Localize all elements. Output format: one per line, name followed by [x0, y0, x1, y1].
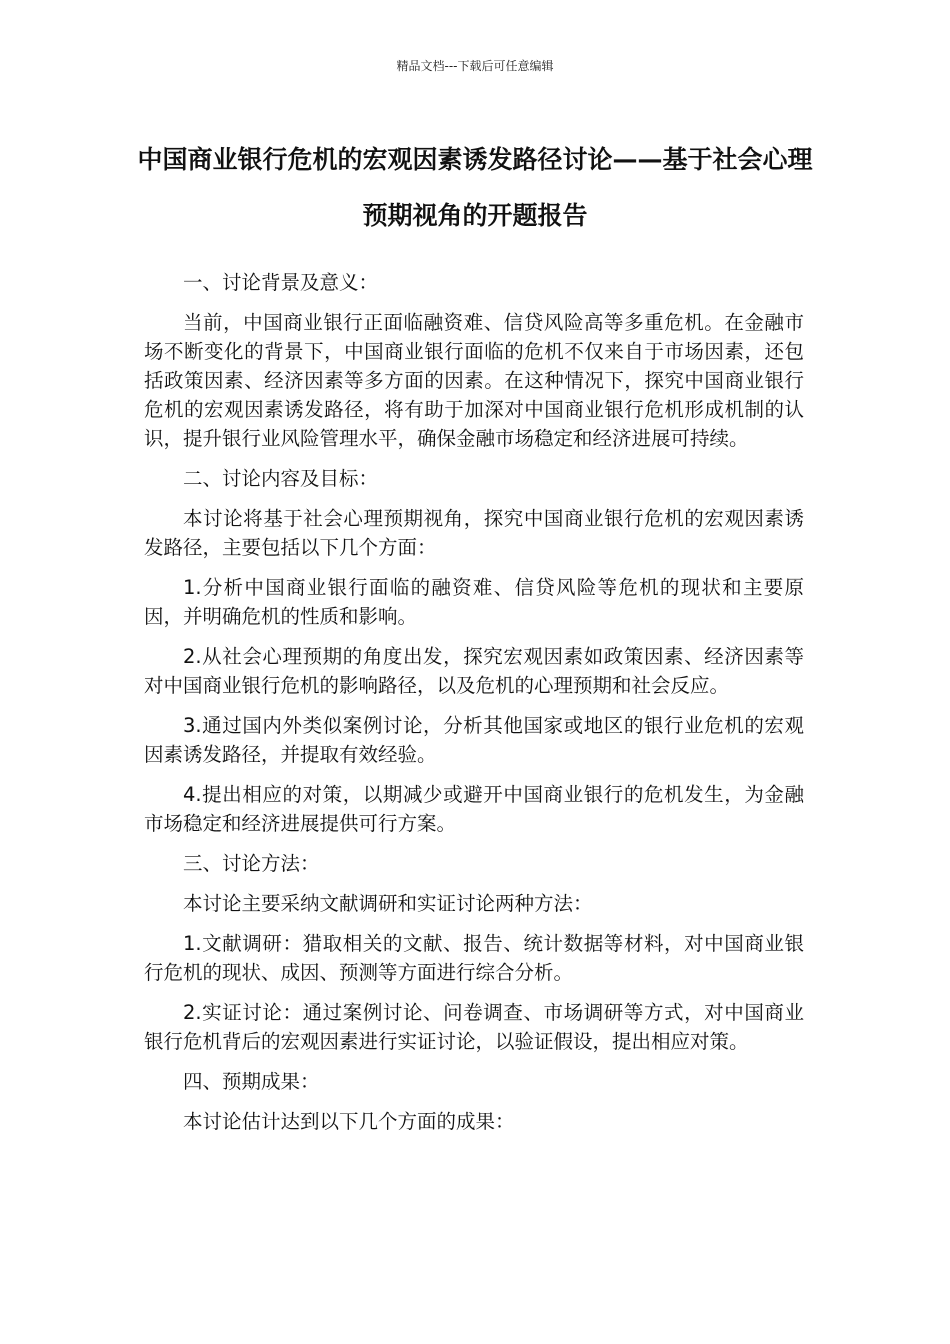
- document-body: [144, 268, 804, 1147]
- paragraph-methods-item-1: 1.文献调研：猎取相关的文献、报告、统计数据等材料，对中国商业银行危机的现状、成因、预测等方面进行综合分析。: [144, 932, 804, 984]
- section-heading-results: 四、预期成果：: [183, 1070, 320, 1093]
- paragraph-content-intro: 本讨论将基于社会心理预期视角，探究中国商业银行危机的宏观因素诱发路径，主要包括以下几个方面：: [144, 507, 804, 559]
- document-title: 中国商业银行危机的宏观因素诱发路径讨论——基于社会心理预期视角的开题报告: [137, 145, 813, 230]
- section-heading-background: 一、讨论背景及意义：: [183, 271, 379, 294]
- header-note: 精品文档---下载后可任意编辑: [396, 59, 554, 73]
- paragraph-results-intro: 本讨论估计达到以下几个方面的成果：: [183, 1110, 515, 1133]
- paragraph-methods-intro: 本讨论主要采纳文献调研和实证讨论两种方法：: [183, 892, 593, 915]
- section-heading-content-goals: 二、讨论内容及目标：: [183, 467, 379, 490]
- paragraph-methods-item-2: 2.实证讨论：通过案例讨论、问卷调查、市场调研等方式，对中国商业银行危机背后的宏观因素进行实证讨论，以验证假设，提出相应对策。: [144, 1001, 804, 1053]
- paragraph-content-item-4: 4.提出相应的对策，以期减少或避开中国商业银行的危机发生，为金融市场稳定和经济进展提供可行方案。: [144, 783, 804, 835]
- paragraph-background: 当前，中国商业银行正面临融资难、信贷风险高等多重危机。在金融市场不断变化的背景下，中国商业银行面临的危机不仅来自于市场因素，还包括政策因素、经济因素等多方面的因素。在这种情况下，探究中国商业银行危机的宏观因素诱发路径，将有助于加深对中国商业银行危机形成机制的认识，提升银行业风险管理水平，确保金融市场稳定和经济进展可持续。: [144, 311, 804, 450]
- section-heading-methods: 三、讨论方法：: [183, 852, 320, 875]
- paragraph-content-item-1: 1.分析中国商业银行面临的融资难、信贷风险等危机的现状和主要原因，并明确危机的性质和影响。: [144, 576, 804, 628]
- paragraph-content-item-2: 2.从社会心理预期的角度出发，探究宏观因素如政策因素、经济因素等对中国商业银行危机的影响路径，以及危机的心理预期和社会反应。: [144, 645, 804, 697]
- paragraph-content-item-3: 3.通过国内外类似案例讨论，分析其他国家或地区的银行业危机的宏观因素诱发路径，并提取有效经验。: [144, 714, 804, 766]
